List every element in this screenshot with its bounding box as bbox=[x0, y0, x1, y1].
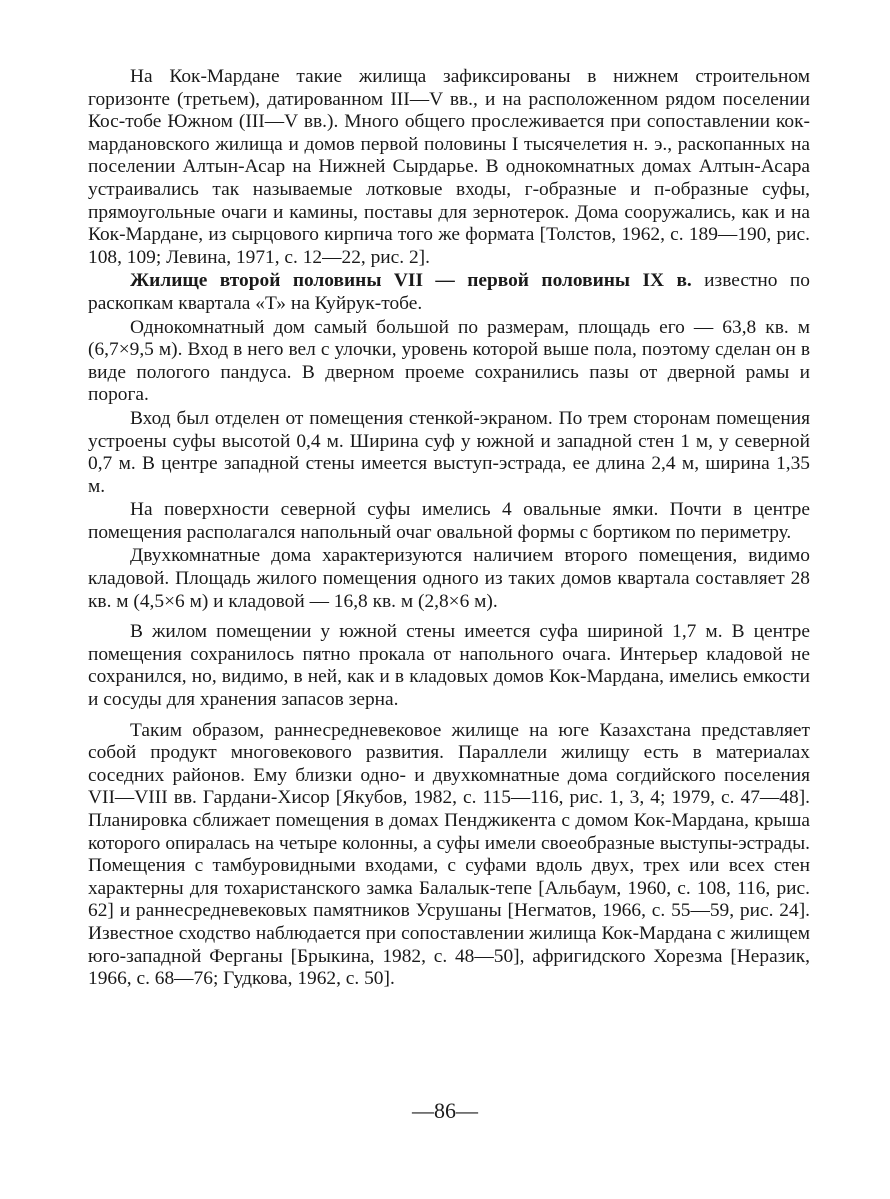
paragraph-8 bbox=[88, 720, 810, 991]
paragraph-4 bbox=[88, 408, 810, 498]
paragraph-3 bbox=[88, 317, 810, 407]
paragraph-7 bbox=[88, 621, 810, 711]
paragraph-7-text: В жилом помещении у южной стены имеется суфа шириной 1,7 м. В центре помещения сохранилось пятно прокала от напольного очага. Интерьер кладовой не сохранился, но, видимо, в ней, как и в кладовых домов Кок-Мардана, имелись емкости и сосуды для хранения запасов зерна. bbox=[88, 621, 810, 711]
page-body bbox=[88, 66, 810, 992]
paragraph-5-text: На поверхности северной суфы имелись 4 овальные ямки. Почти в центре помещения располагался напольный очаг овальной формы с бортиком по периметру. bbox=[88, 499, 810, 543]
paragraph-4-text: Вход был отделен от помещения стенкой-экраном. По трем сторонам помещения устроены суфы высотой 0,4 м. Ширина суф у южной и западной стен 1 м, у северной 0,7 м. В центре западной стены имеется выступ-эстрада, ее длина 2,4 м, ширина 1,35 м. bbox=[88, 407, 810, 497]
page-number: —86— bbox=[412, 1098, 478, 1123]
section-heading: Жилище второй половины VII — первой половины IX в. bbox=[130, 270, 692, 292]
paragraph-2 bbox=[88, 270, 810, 315]
paragraph-1 bbox=[88, 66, 810, 269]
paragraph-6 bbox=[88, 545, 810, 613]
paragraph-8-text: Таким образом, раннесредневековое жилище на юге Казахстана представляет собой продукт многовекового развития. Параллели жилищу есть в материалах соседних районов. Ему близки одно- и двухкомнатные дома согдийского поселения VII—VIII вв. Гардани-Хисор [Якубов, 1982, с. 115—116, рис. 1, 3, 4; 1979, с. 47—48]. Планировка сближает помещения в домах Пенджикента с домом Кок-Мардана, крыша которого опиралась на четыре колонны, а суфы имели своеобразные выступы-эстрады. Помещения с тамбуровидными входами, с суфами вдоль двух, трех или всех стен характерны для тохаристанского замка Балалык-тепе [Альбаум, 1960, с. 108, 116, рис. 62] и раннесредневековых памятников Усрушаны [Негматов, 1966, с. 55—59, рис. 24]. Известное сходство наблюдается при сопоставлении жилища Кок-Мардана с жилищем юго-западной Ферганы [Брыкина, 1982, с. 48—50], афригидского Хорезма [Неразик, 1966, с. 68—76; Гудкова, 1962, с. 50]. bbox=[88, 719, 810, 990]
paragraph-2-text: известно по раскопкам квартала «Т» на Куйрук-тобе. bbox=[88, 270, 810, 314]
paragraph-5 bbox=[88, 499, 810, 544]
paragraph-1-text: На Кок-Мардане такие жилища зафиксированы в нижнем строительном горизонте (третьем), датированном III—V вв., и на расположенном рядом поселении Кос-тобе Южном (III—V вв.). Много общего прослеживается при сопоставлении кок-мардановского жилища и домов первой половины I тысячелетия н. э., раскопанных на поселении Алтын-Асар на Нижней Сырдарье. В однокомнатных домах Алтын-Асара устраивались так называемые лотковые входы, г-образные и п-образные суфы, прямоугольные очаги и камины, поставы для зернотерок. Дома сооружались, как и на Кок-Мардане, из сырцового кирпича того же формата [Толстов, 1962, с. 189—190, рис. 108, 109; Левина, 1971, с. 12—22, рис. 2]. bbox=[88, 66, 810, 268]
paragraph-6-text: Двухкомнатные дома характеризуются наличием второго помещения, видимо кладовой. Площадь жилого помещения одного из таких домов квартала составляет 28 кв. м (4,5×6 м) и кладовой — 16,8 кв. м (2,8×6 м). bbox=[88, 545, 810, 612]
paragraph-3-text: Однокомнатный дом самый большой по размерам, площадь его — 63,8 кв. м (6,7×9,5 м). Вход в него вел с улочки, уровень которой выше пола, поэтому сделан он в виде пологого пандуса. В дверном проеме сохранились пазы от дверной рамы и порога. bbox=[88, 316, 810, 406]
